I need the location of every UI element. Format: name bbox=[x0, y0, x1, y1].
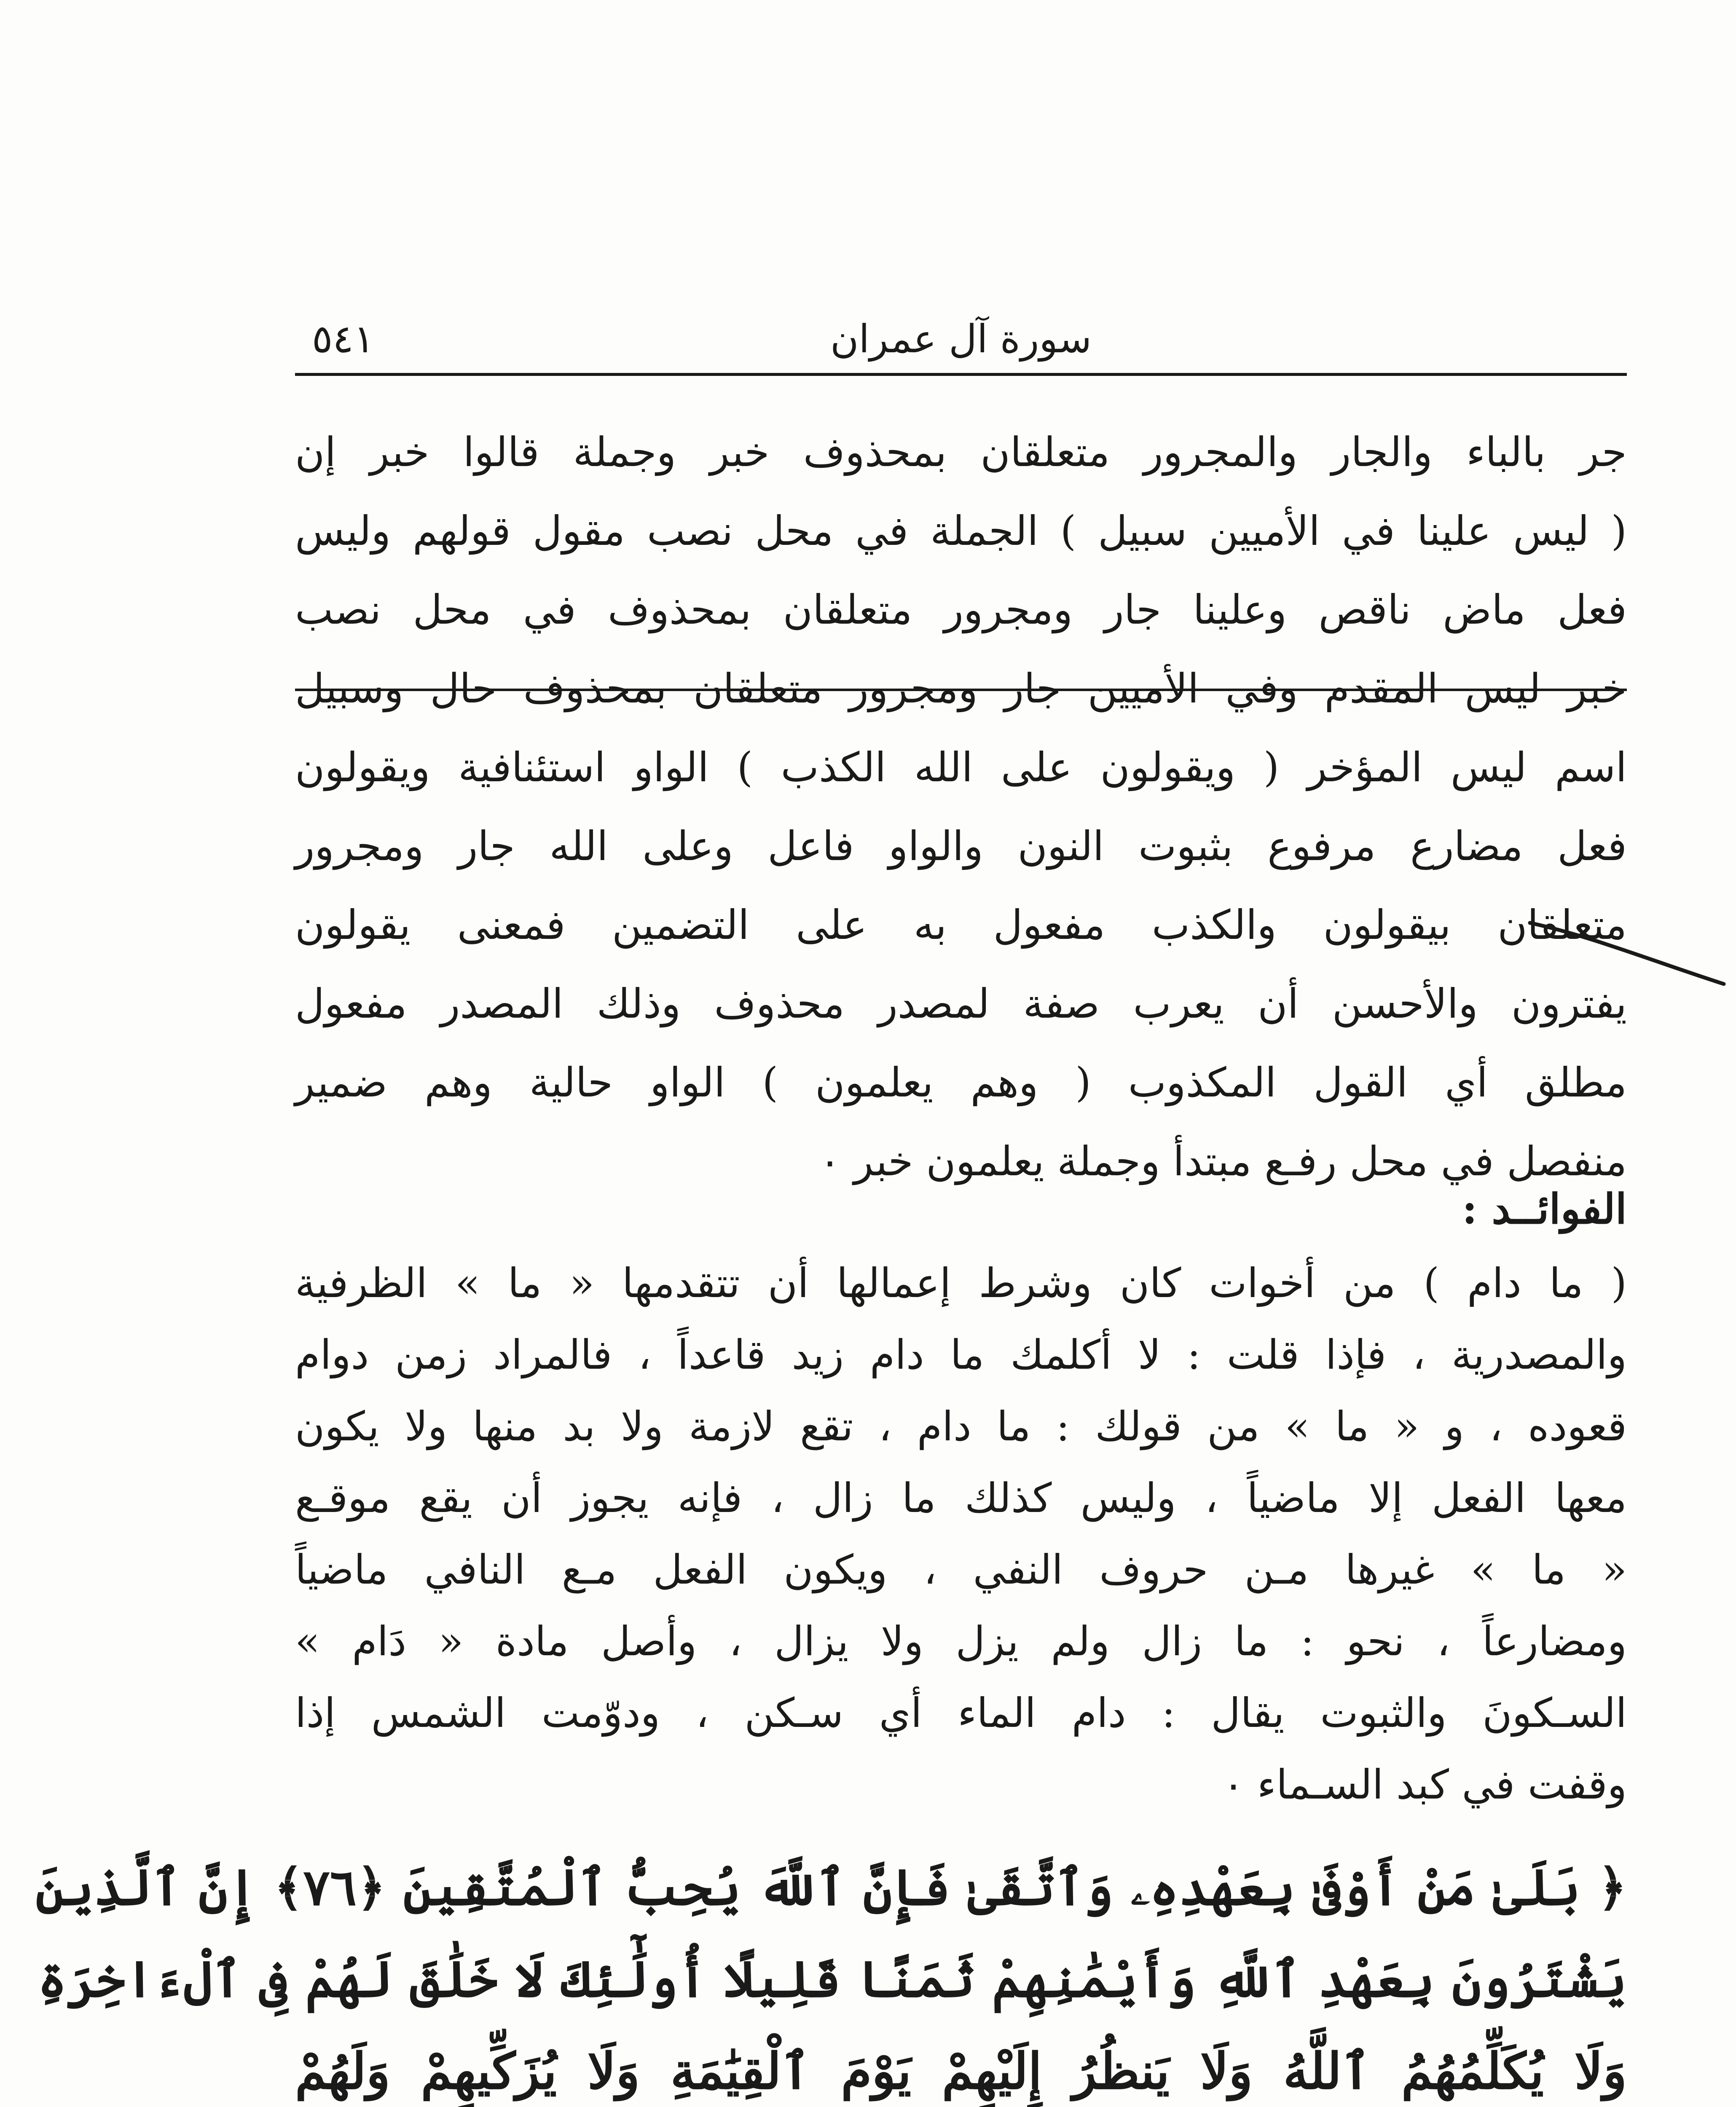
section-heading: الفوائــد : bbox=[1462, 1185, 1627, 1233]
text-line: ومضارعاً ، نحو : ما زال ولم يزل ولا يزال ، وأصل مادة « دَام » bbox=[295, 1618, 1627, 1665]
text-line: والمصدرية ، فإذا قلت : لا أكلمك ما دام زيد قاعداً ، فالمراد زمن دوام bbox=[295, 1331, 1627, 1378]
benefits-paragraph bbox=[295, 1247, 1627, 1820]
page-number: ٥٤١ bbox=[312, 316, 375, 362]
text-line: فعل ماض ناقص وعلينا جار ومجرور متعلقان بمحذوف في محل نصب bbox=[295, 586, 1627, 633]
header-divider bbox=[295, 373, 1627, 376]
text-line: متعلقان بيقولون والكذب مفعول به على التضمين فمعنى يقولون bbox=[295, 901, 1627, 949]
text-line: معها الفعل إلا ماضياً ، وليس كذلك ما زال ، فإنه يجوز أن يقع موقـع bbox=[295, 1474, 1627, 1522]
surah-title: سورة آل عمران bbox=[830, 316, 1092, 362]
text-line: فعل مضارع مرفوع بثبوت النون والواو فاعل وعلى الله جار ومجرور bbox=[295, 823, 1627, 870]
text-line: السـكونَ والثبوت يقال : دام الماء أي سـكن ، ودوّمت الشمس إذا bbox=[295, 1689, 1627, 1737]
quran-verse bbox=[35, 1842, 1627, 2107]
verse-line: ﴿ بَلَىٰ مَنْ أَوْفَىٰ بِعَهْدِهِۦ وَٱتَّقَىٰ فَإِنَّ ٱللَّهَ يُحِبُّ ٱلْمُتَّقِينَ ﴿٧٦﴾ إِنَّ ٱلَّذِينَ bbox=[35, 1858, 1627, 1917]
text-line: يفترون والأحسن أن يعرب صفة لمصدر محذوف وذلك المصدر مفعول bbox=[295, 980, 1627, 1027]
text-line: مطلق أي القول المكذوب ( وهم يعلمون ) الواو حالية وهم ضمير bbox=[295, 1059, 1627, 1106]
text-line: جر بالباء والجار والمجرور متعلقان بمحذوف خبر وجملة قالوا خبر إن bbox=[295, 429, 1627, 476]
text-line: « ما » غيرها مـن حروف النفي ، ويكون الفعل مـع النافي ماضياً bbox=[295, 1546, 1627, 1593]
text-line: ( ما دام ) من أخوات كان وشرط إعمالها أن تتقدمها « ما » الظرفية bbox=[295, 1260, 1627, 1307]
verse-line: وَلَا يُكَلِّمُهُمُ ٱللَّهُ وَلَا يَنظُرُ إِلَيْهِمْ يَوْمَ ٱلْقِيَٰمَةِ وَلَا يُزَكِّيهِمْ وَلَهُمْ bbox=[295, 2042, 1627, 2100]
text-line: وقفت في كبد السـماء ٠ bbox=[1222, 1761, 1627, 1808]
text-line: قعوده ، و « ما » من قولك : ما دام ، تقع لازمة ولا بد منها ولا يكون bbox=[295, 1403, 1627, 1450]
text-line: منفصل في محل رفـع مبتدأ وجملة يعلمون خبر ٠ bbox=[819, 1138, 1627, 1185]
page-header bbox=[295, 308, 1627, 371]
text-line: اسم ليس المؤخر ( ويقولون على الله الكذب ) الواو استئنافية ويقولون bbox=[295, 744, 1627, 791]
verse-line: يَشْتَرُونَ بِعَهْدِ ٱللَّهِ وَأَيْمَٰنِهِمْ ثَمَنًا قَلِيلًا أُولَٰٓئِكَ لَا خَلَٰقَ لَهُمْ فِى ٱلْءَاخِرَةِ bbox=[38, 1950, 1627, 2008]
grammar-paragraph bbox=[295, 413, 1627, 1201]
text-line: ( ليس علينا في الأميين سبيل ) الجملة في محل نصب مقول قولهم وليس bbox=[295, 507, 1627, 555]
text-line-struck: خبر ليس المقدم وفي الأميين جار ومجرور متعلقان بمحذوف حال وسبيل bbox=[295, 665, 1627, 712]
pen-stroke-mark bbox=[1526, 906, 1728, 990]
